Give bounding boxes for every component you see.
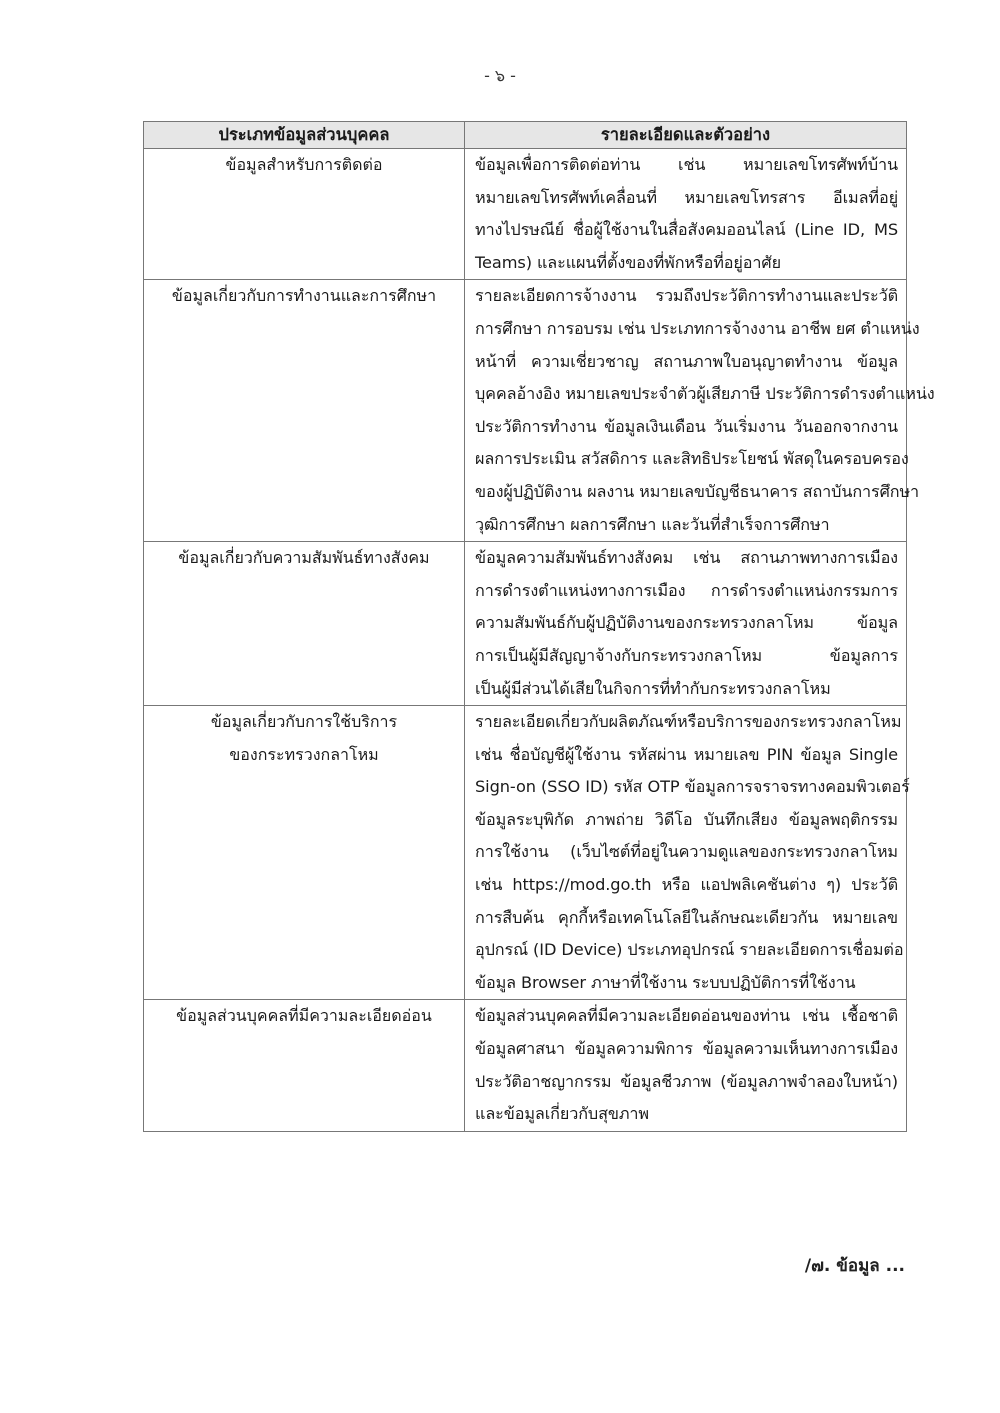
detail-line: ประวัติการทำงาน ข้อมูลเงินเดือน วันเริ่มงาน วันออกจากงาน [475,416,898,436]
table-row [144,1000,907,1131]
detail-cell [465,280,935,542]
detail-line: ผลการประเมิน สวัสดิการ และสิทธิประโยชน์ พัสดุในครอบครอง [475,449,909,469]
data-type-line: ข้อมูลเกี่ยวกับการใช้บริการ [210,712,398,732]
table-row [144,706,907,1000]
detail-line: ข้อมูลความสัมพันธ์ทางสังคม เช่น สถานภาพทางการเมือง [475,548,898,568]
header-details: รายละเอียดและตัวอย่าง [465,122,907,149]
detail-cell [465,1000,907,1131]
detail-line: วุฒิการศึกษา ผลการศึกษา และวันที่สำเร็จการศึกษา [475,514,830,534]
detail-line: ข้อมูลเพื่อการติดต่อท่าน เช่น หมายเลขโทรศัพท์บ้าน [475,155,898,174]
detail-line: ประวัติอาชญากรรม ข้อมูลชีวภาพ (ข้อมูลภาพจำลองใบหน้า) [475,1071,898,1091]
detail-line: และข้อมูลเกี่ยวกับสุขภาพ [475,1104,649,1124]
data-type-cell [144,1000,465,1131]
table-row [144,280,907,542]
table-row [144,542,907,706]
continuation-reference: /๗. ข้อมูล ... [804,1256,905,1276]
detail-cell [465,542,907,706]
detail-line: Teams) และแผนที่ตั้งของที่พักหรือที่อยู่อาศัย [475,252,781,272]
data-type-cell [144,706,465,1000]
detail-line: ข้อมูลส่วนบุคคลที่มีความละเอียดอ่อนของท่าน เช่น เชื้อชาติ [475,1006,898,1026]
detail-line: การสืบค้น คุกกี้หรือเทคโนโลยีในลักษณะเดียวกัน หมายเลข [475,907,898,927]
table-row [144,149,907,280]
data-type-cell [144,149,465,280]
header-data-type: ประเภทข้อมูลส่วนบุคคล [144,122,465,149]
detail-line: ของผู้ปฏิบัติงาน ผลงาน หมายเลขบัญชีธนาคาร สถาบันการศึกษา [475,481,920,501]
data-type-line: ข้อมูลส่วนบุคคลที่มีความละเอียดอ่อน [176,1006,432,1026]
detail-line: ข้อมูลระบุพิกัด ภาพถ่าย วิดีโอ บันทึกเสียง ข้อมูลพฤติกรรม [475,809,898,829]
detail-line: หน้าที่ ความเชี่ยวชาญ สถานภาพใบอนุญาตทำงาน ข้อมูล [475,351,898,371]
page-number: - ๖ - [484,66,516,85]
detail-line: ข้อมูลศาสนา ข้อมูลความพิการ ข้อมูลความเห็นทางการเมือง [475,1039,898,1059]
detail-line: การดำรงตำแหน่งทางการเมือง การดำรงตำแหน่งกรรมการ [475,580,898,600]
table-body [144,149,935,1132]
detail-line: ข้อมูล Browser ภาษาที่ใช้งาน ระบบปฏิบัติการที่ใช้งาน [475,972,856,992]
detail-line: บุคคลอ้างอิง หมายเลขประจำตัวผู้เสียภาษี ประวัติการดำรงตำแหน่ง [475,384,935,404]
detail-line: เป็นผู้มีส่วนได้เสียในกิจการที่ทำกับกระทรวงกลาโหม [475,678,831,698]
detail-cell [465,706,910,1000]
data-type-line: ข้อมูลสำหรับการติดต่อ [225,155,383,174]
detail-line: รายละเอียดการจ้างงาน รวมถึงประวัติการทำงานและประวัติ [475,286,898,306]
detail-line: อุปกรณ์ (ID Device) ประเภทอุปกรณ์ รายละเอียดการเชื่อมต่อ [475,940,904,960]
detail-line: หมายเลขโทรศัพท์เคลื่อนที่ หมายเลขโทรสาร อีเมลที่อยู่ [475,187,898,207]
detail-line: การศึกษา การอบรม เช่น ประเภทการจ้างงาน อาชีพ ยศ ตำแหน่ง [475,318,920,338]
detail-line: เช่น https://mod.go.th หรือ แอปพลิเคชันต่าง ๆ) ประวัติ [475,875,898,895]
data-type-cell [144,542,465,706]
personal-data-table [143,121,935,1132]
detail-line: ทางไปรษณีย์ ชื่อผู้ใช้งานในสื่อสังคมออนไลน์ (Line ID, MS [475,220,898,240]
detail-line: การใช้งาน (เว็บไซต์ที่อยู่ในความดูแลของกระทรวงกลาโหม [475,842,898,862]
data-type-line: ของกระทรวงกลาโหม [229,744,379,764]
detail-cell [465,149,907,280]
data-type-cell [144,280,465,542]
data-type-line: ข้อมูลเกี่ยวกับความสัมพันธ์ทางสังคม [178,548,430,568]
detail-line: การเป็นผู้มีสัญญาจ้างกับกระทรวงกลาโหม ข้อมูลการ [475,645,898,665]
detail-line: เช่น ชื่อบัญชีผู้ใช้งาน รหัสผ่าน หมายเลข PIN ข้อมูล Single [475,744,898,764]
data-type-line: ข้อมูลเกี่ยวกับการทำงานและการศึกษา [171,286,437,306]
detail-line: Sign-on (SSO ID) รหัส OTP ข้อมูลการจราจรทางคอมพิวเตอร์ [475,777,910,797]
detail-line: รายละเอียดเกี่ยวกับผลิตภัณฑ์หรือบริการของกระทรวงกลาโหม [475,712,902,732]
table-header-row [144,122,907,149]
detail-line: ความสัมพันธ์กับผู้ปฏิบัติงานของกระทรวงกลาโหม ข้อมูล [475,613,898,633]
